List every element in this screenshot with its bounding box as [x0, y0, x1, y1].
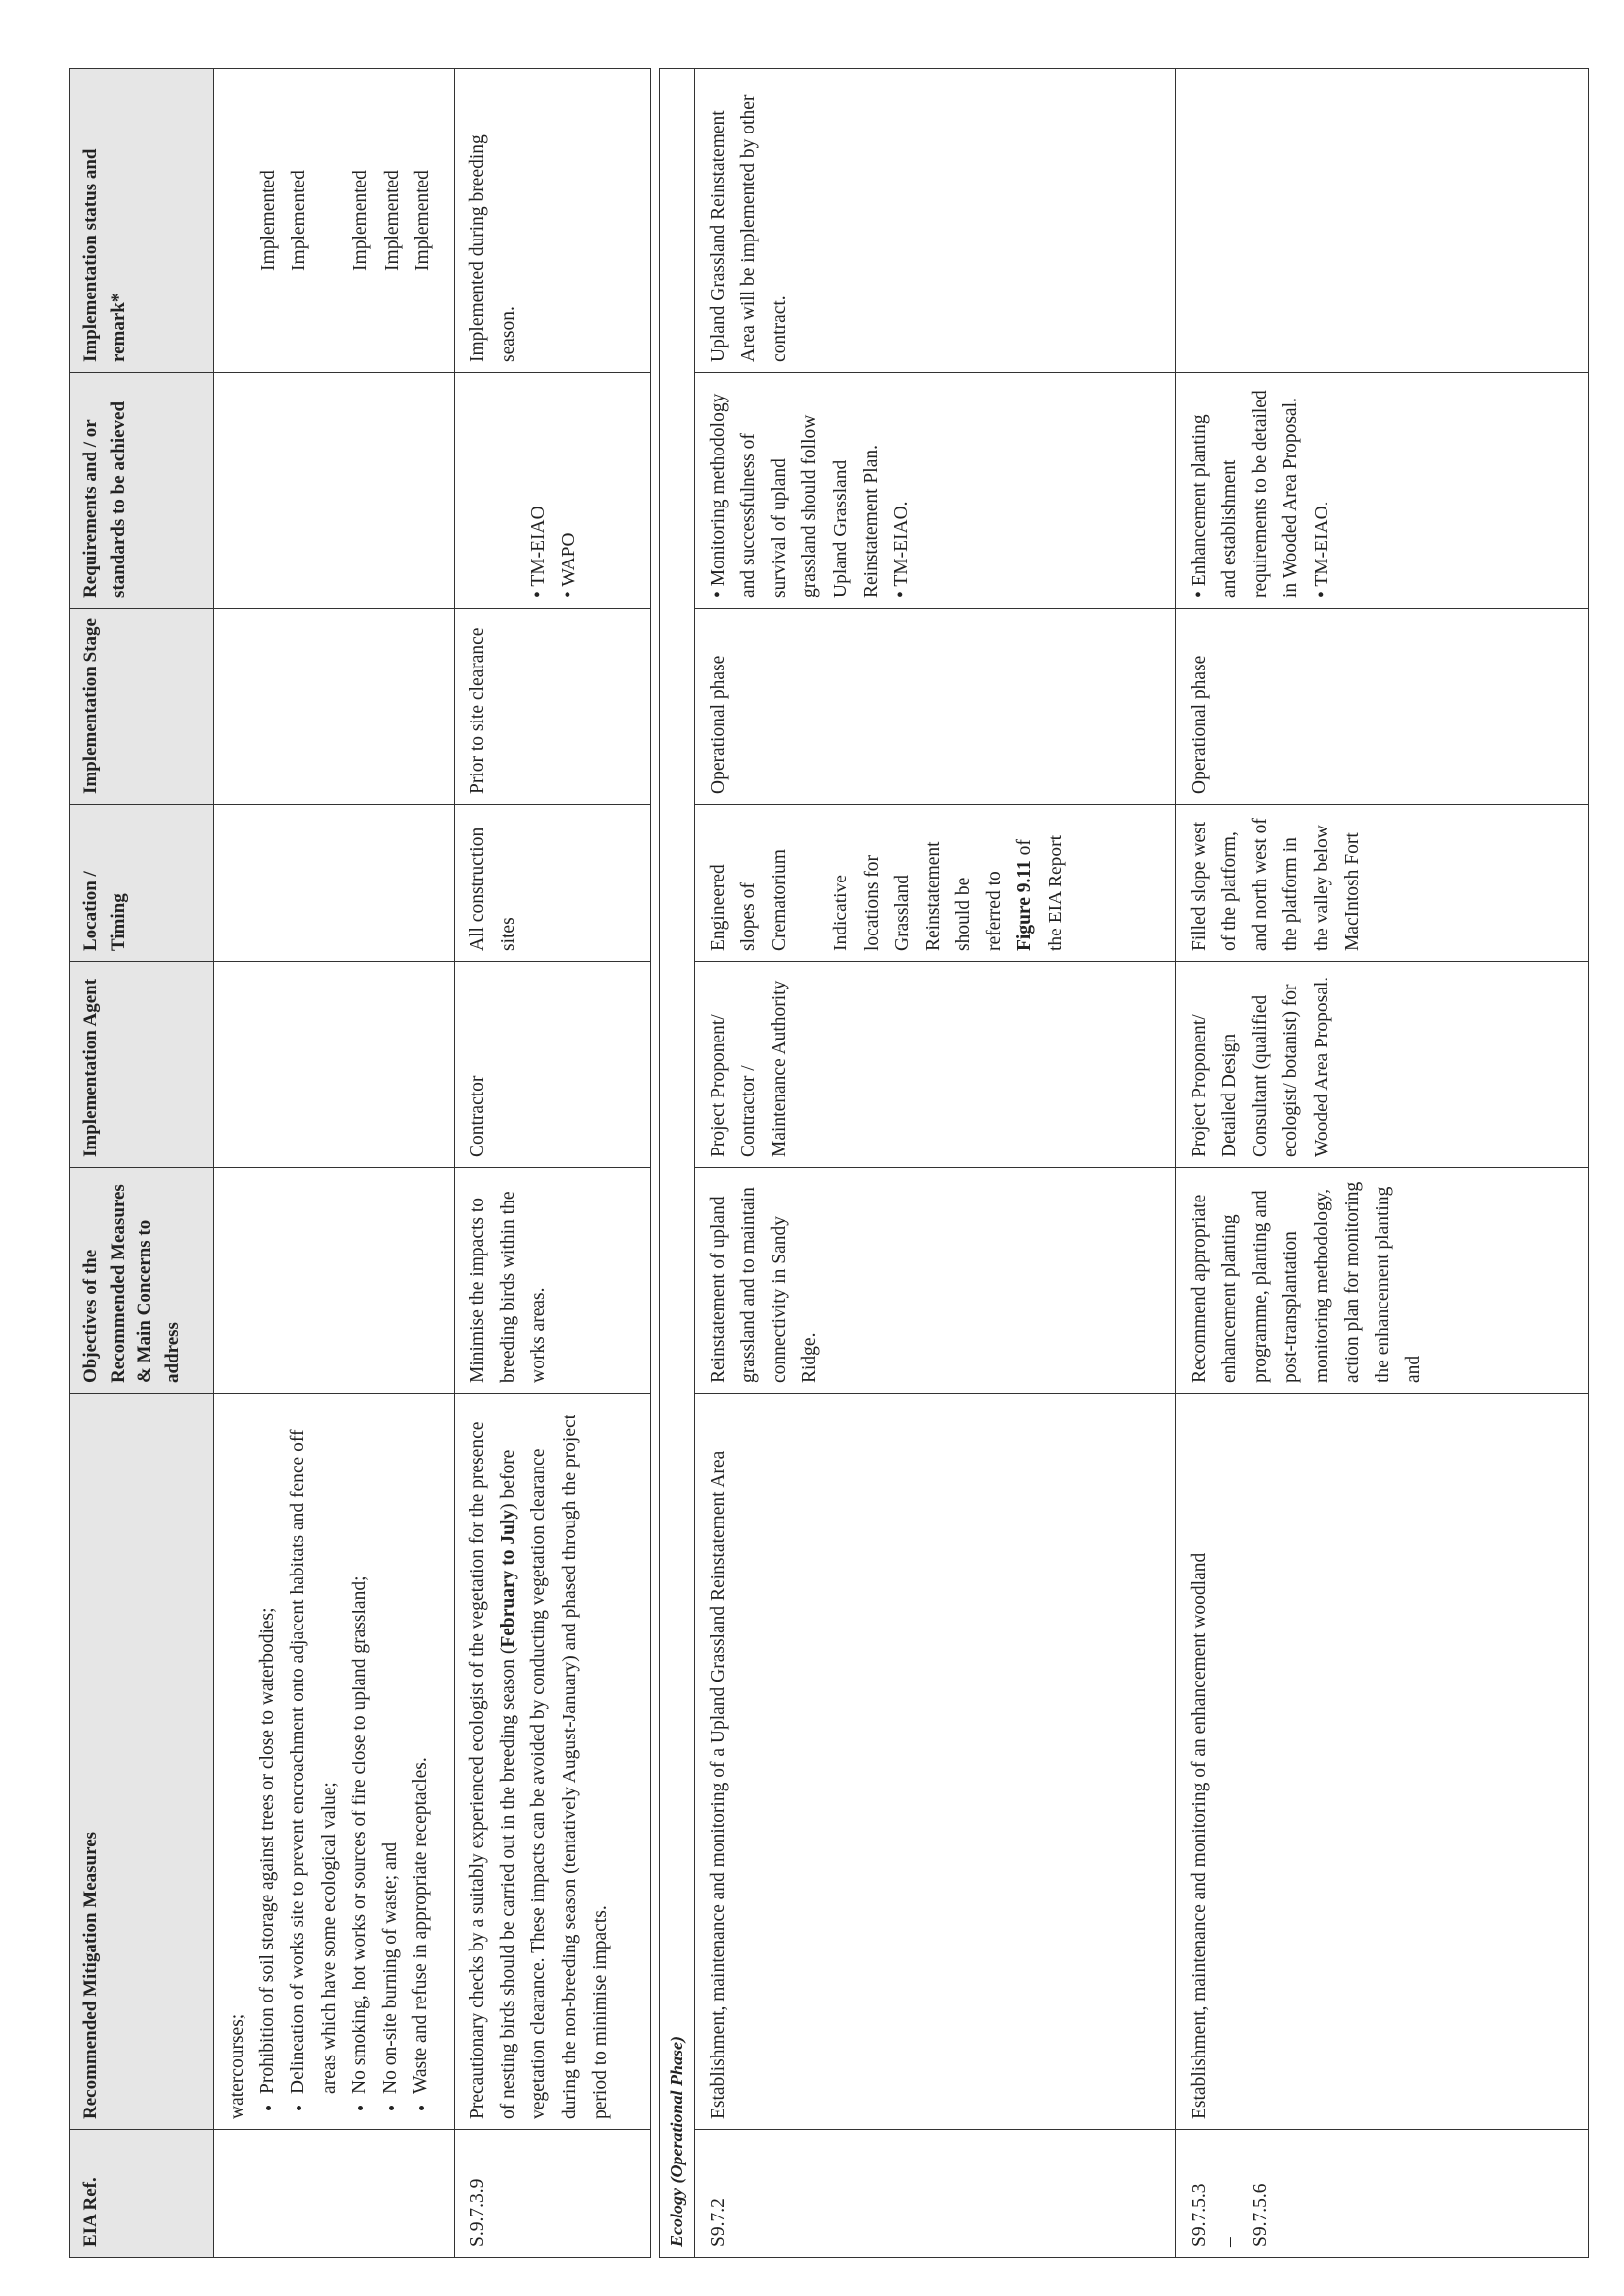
location-cell: [214, 805, 455, 962]
objectives-cell: Minimise the impacts to breeding birds within the works areas.: [455, 1168, 651, 1394]
status-cell: Implemented during breeding season.: [455, 69, 651, 373]
requirement-item: • WAPO: [559, 532, 580, 598]
requirement-item: • Monitoring methodology and successfulness of survival of upland grassland should follow Upland Grassland Reinstatement Plan.: [707, 393, 882, 598]
table-row: [455, 69, 651, 2258]
agent-cell: Project Proponent/ Contractor / Maintenance Authority: [694, 962, 1175, 1168]
section-title: Ecology (Operational Phase): [660, 69, 695, 2258]
location-cell: Filled slope west of the platform, and north west of the platform in the valley below MacIntosh Fort: [1175, 805, 1588, 962]
eia-ref-cell: [214, 2130, 455, 2258]
list-item: • Delineation of works site to prevent encroachment onto adjacent habitats and fence off areas which have some ecological value;: [283, 1404, 344, 2094]
eia-ref-cell: S9.7.2: [694, 2130, 1175, 2258]
stage-cell: [214, 609, 455, 805]
header-agent: Implementation Agent: [70, 962, 214, 1168]
status-cell: [1175, 69, 1588, 373]
stage-cell: Operational phase: [694, 609, 1175, 805]
status-text: Implemented: [381, 170, 403, 271]
table-row: [1175, 69, 1588, 2258]
location-cell: All construction sites: [455, 805, 651, 962]
location-text: Engineered slopes of Crematorium: [707, 849, 790, 951]
figure-reference: Figure 9.11: [1014, 860, 1036, 951]
status-text: Implemented: [411, 170, 433, 271]
status-text: Implemented: [351, 170, 372, 271]
measure-list: [252, 1404, 436, 2119]
header-stage: Implementation Stage: [70, 609, 214, 805]
eia-ref-cell: S9.7.5.3 – S9.7.5.6: [1175, 2130, 1588, 2258]
objectives-cell: Recommend appropriate enhancement planting programme, planting and post-transplantation monitoring methodology, action plan for monitoring the enhancement planting and: [1175, 1168, 1588, 1394]
measures-cell: Establishment, maintenance and monitoring of a Upland Grassland Reinstatement Area: [694, 1394, 1175, 2130]
separator: [651, 69, 660, 2258]
separator-row: [651, 69, 660, 2258]
requirement-item: • Enhancement planting and establishment requirements to be detailed in Wooded Area Proposal.: [1188, 390, 1302, 598]
measures-cell: [214, 1394, 455, 2130]
status-cell: Upland Grassland Reinstatement Area will be implemented by other contract.: [694, 69, 1175, 373]
agent-cell: [214, 962, 455, 1168]
table-row: [214, 69, 455, 2258]
status-cell: [214, 69, 455, 373]
location-text: Indicative locations for Grassland Reinstatement should be referred to Figure 9.11 of the EIA Report: [831, 834, 1066, 951]
requirements-cell: [694, 373, 1175, 609]
measure-text: watercourses;: [227, 2013, 247, 2119]
status-text: Implemented: [289, 170, 310, 271]
location-cell: [694, 805, 1175, 962]
requirements-cell: [214, 373, 455, 609]
list-item: • Prohibition of soil storage against trees or close to waterbodies;: [252, 1404, 283, 2094]
table-row: [694, 69, 1175, 2258]
list-item: • Waste and refuse in appropriate receptacles.: [406, 1404, 436, 2094]
header-requirements: Requirements and / or standards to be achieved: [70, 373, 214, 609]
stage-cell: Operational phase: [1175, 609, 1588, 805]
list-item: • No on-site burning of waste; and: [375, 1404, 406, 2094]
requirement-item: • TM-EIAO.: [1311, 501, 1332, 598]
eia-ref-cell: S.9.7.3.9: [455, 2130, 651, 2258]
requirements-cell: [455, 373, 651, 609]
measures-cell: [455, 1394, 651, 2130]
header-measures: Recommended Mitigation Measures: [70, 1394, 214, 2130]
list-item: • No smoking, hot works or sources of fire close to upland grassland;: [345, 1404, 375, 2094]
agent-cell: Project Proponent/ Detailed Design Consultant (qualified ecologist/ botanist) for Wooded Area Proposal.: [1175, 962, 1588, 1168]
objectives-cell: Reinstatement of upland grassland and to maintain connectivity in Sandy Ridge.: [694, 1168, 1175, 1394]
header-objectives: Objectives of the Recommended Measures & Main Concerns to address: [70, 1168, 214, 1394]
measure-emphasis: February to July: [498, 1509, 519, 1648]
status-text: Implemented: [258, 170, 279, 271]
header-row: [70, 69, 214, 2258]
requirements-cell: [1175, 373, 1588, 609]
mitigation-table: [69, 68, 1589, 2258]
measure-text: ) before vegetation clearance. These impacts can be avoided by conducting vegetation clearance during the non-breeding season (tentatively August-January) and phased through the project period to minimise impacts.: [498, 1414, 611, 2119]
header-status: Implementation status and remark*: [70, 69, 214, 373]
requirement-item: • TM-EIAO.: [891, 501, 912, 598]
measure-text: Precautionary checks by a suitably experienced ecologist of the vegetation for the presence of nesting birds should be carried out in the breeding season (: [467, 1421, 519, 2119]
measures-cell: Establishment, maintenance and monitoring of an enhancement woodland: [1175, 1394, 1588, 2130]
rotated-page: [69, 69, 1532, 2258]
objectives-cell: [214, 1168, 455, 1394]
header-eia-ref: EIA Ref.: [70, 2130, 214, 2258]
section-row: [660, 69, 695, 2258]
requirement-item: • TM-EIAO: [528, 506, 549, 598]
stage-cell: Prior to site clearance: [455, 609, 651, 805]
agent-cell: Contractor: [455, 962, 651, 1168]
header-location: Location / Timing: [70, 805, 214, 962]
